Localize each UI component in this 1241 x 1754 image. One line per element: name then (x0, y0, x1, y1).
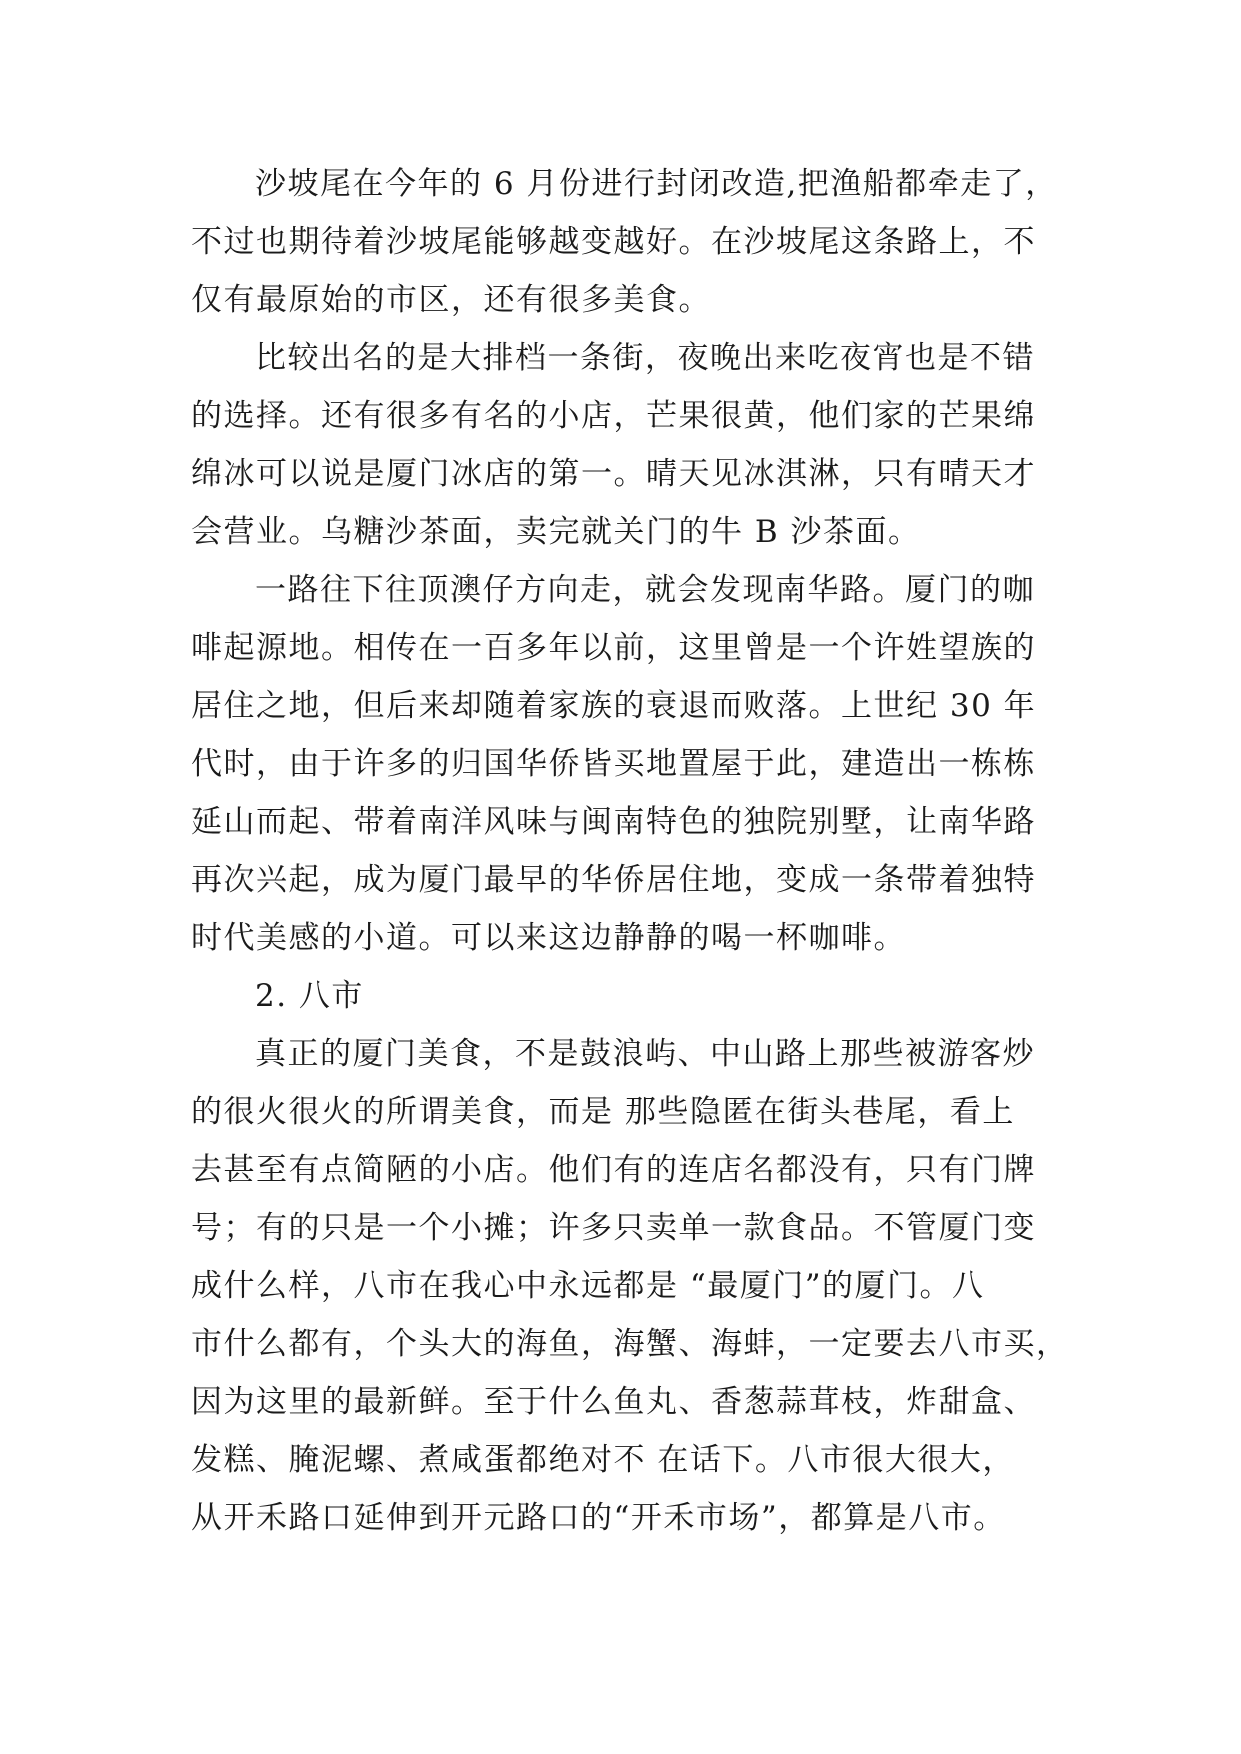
paragraph-1-line-1: 沙坡尾在今年的 6 月份进行封闭改造,把渔船都牵走了， (255, 166, 1058, 202)
paragraph-3-line-3: 居住之地，但后来却随着家族的衰退而败落。上世纪 30 年 (191, 688, 1037, 724)
paragraph-1-line-3: 仅有最原始的市区，还有很多美食。 (191, 282, 711, 318)
paragraph-2-line-1: 比较出名的是大排档一条街，夜晚出来吃夜宵也是不错 (255, 340, 1035, 376)
paragraph-3-line-2: 啡起源地。相传在一百多年以前，这里曾是一个许姓望族的 (191, 630, 1036, 666)
paragraph-3-line-7: 时代美感的小道。可以来这边静静的喝一杯咖啡。 (191, 920, 906, 956)
paragraph-2-line-3: 绵冰可以说是厦门冰店的第一。晴天见冰淇淋，只有晴天才 (191, 456, 1036, 492)
paragraph-5-line-4: 号；有的只是一个小摊；许多只卖单一款食品。不管厦门变 (191, 1210, 1036, 1246)
paragraph-5-line-5: 成什么样，八市在我心中永远都是 “最厦门”的厦门。八 (191, 1268, 985, 1304)
paragraph-2-line-2: 的选择。还有很多有名的小店，芒果很黄，他们家的芒果绵 (191, 398, 1036, 434)
paragraph-3-line-1: 一路往下往顶澳仔方向走，就会发现南华路。厦门的咖 (255, 572, 1035, 608)
paragraph-5-line-8: 发糕、腌泥螺、煮咸蛋都绝对不 在话下。八市很大很大， (191, 1442, 1015, 1478)
paragraph-5-line-1: 真正的厦门美食，不是鼓浪屿、中山路上那些被游客炒 (255, 1036, 1035, 1072)
paragraph-1-line-2: 不过也期待着沙坡尾能够越变越好。在沙坡尾这条路上，不 (191, 224, 1036, 260)
document-body (191, 155, 1069, 1547)
paragraph-3-line-6: 再次兴起，成为厦门最早的华侨居住地，变成一条带着独特 (191, 862, 1036, 898)
paragraph-5-line-9: 从开禾路口延伸到开元路口的“开禾市场”，都算是八市。 (191, 1500, 1006, 1536)
paragraph-5-line-6: 市什么都有，个头大的海鱼，海蟹、海蚌，一定要去八市买， (191, 1326, 1069, 1362)
paragraph-2-line-4: 会营业。乌糖沙茶面，卖完就关门的牛 B 沙茶面。 (191, 514, 921, 550)
paragraph-5-line-2: 的很火很火的所谓美食，而是 那些隐匿在街头巷尾，看上 (191, 1094, 1015, 1130)
paragraph-3-line-4: 代时，由于许多的归国华侨皆买地置屋于此，建造出一栋栋 (191, 746, 1036, 782)
section-heading: 2. 八市 (255, 978, 364, 1014)
paragraph-5-line-7: 因为这里的最新鲜。至于什么鱼丸、香葱蒜茸枝，炸甜盒、 (191, 1384, 1036, 1420)
paragraph-5-line-3: 去甚至有点简陋的小店。他们有的连店名都没有，只有门牌 (191, 1152, 1036, 1188)
paragraph-3-line-5: 延山而起、带着南洋风味与闽南特色的独院别墅，让南华路 (191, 804, 1036, 840)
